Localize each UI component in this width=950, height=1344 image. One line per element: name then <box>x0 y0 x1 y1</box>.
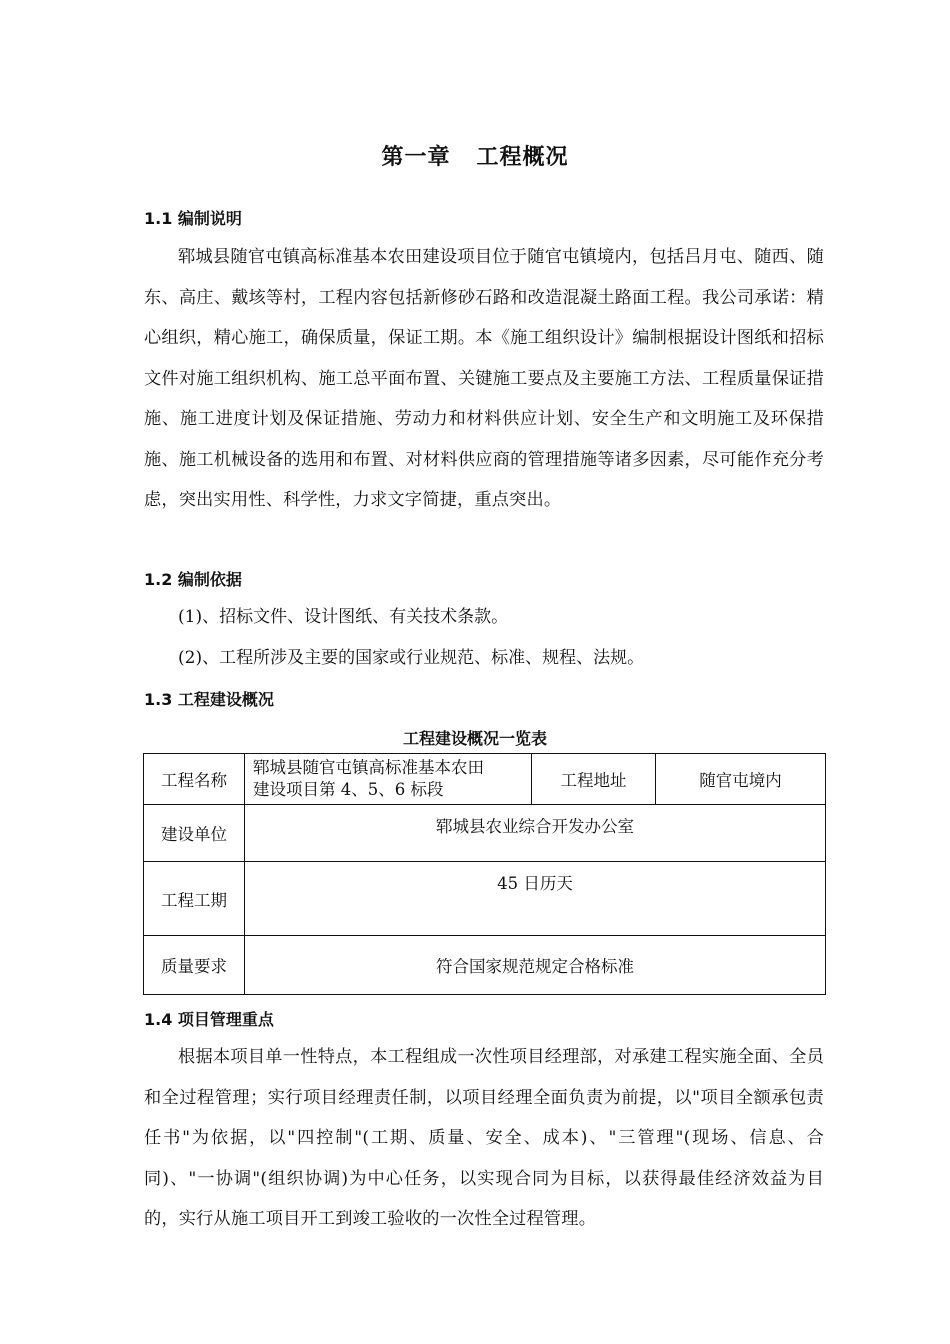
section-heading-1-3: 1.3 工程建设概况 <box>144 690 274 709</box>
project-name-label: 工程名称 <box>144 754 245 805</box>
table-row <box>144 936 826 995</box>
table-title: 工程建设概况一览表 <box>402 729 547 748</box>
chapter-title <box>0 140 950 171</box>
quality-requirement-value: 符合国家规范规定合格标准 <box>245 936 826 995</box>
construction-period-label: 工程工期 <box>144 862 245 936</box>
basis-item-2: (2)、工程所涉及主要的国家或行业规范、标准、规程、法规。 <box>178 648 645 668</box>
project-overview-table <box>143 753 826 995</box>
section-heading-1-1: 1.1 编制说明 <box>144 209 242 228</box>
construction-period-value: 45 日历天 <box>245 862 826 936</box>
project-name-value <box>245 754 532 805</box>
project-name-line-2: 建设项目第 4、5、6 标段 <box>253 780 444 799</box>
project-address-value: 随官屯境内 <box>656 754 826 805</box>
section-heading-1-2: 1.2 编制依据 <box>144 570 242 589</box>
construction-unit-value: 郓城县农业综合开发办公室 <box>245 805 826 862</box>
section-heading-1-4: 1.4 项目管理重点 <box>144 1010 274 1029</box>
table-row <box>144 862 826 936</box>
table-row <box>144 805 826 862</box>
table-row <box>144 754 826 805</box>
chapter-name: 工程概况 <box>476 145 569 170</box>
construction-unit-label: 建设单位 <box>144 805 245 862</box>
chapter-number: 第一章 <box>381 145 451 170</box>
section-1-1-paragraph: 郓城县随官屯镇高标准基本农田建设项目位于随官屯镇境内，包括吕月屯、随西、随东、高庄、戴垓等村，工程内容包括新修砂石路和改造混凝土路面工程。我公司承诺：精心组织，精心施工，确保质量，保证工期。本《施工组织设计》编制根据设计图纸和招标文件对施工组织机构、施工总平面布置、关键施工要点及主要施工方法、工程质量保证措施、施工进度计划及保证措施、劳动力和材料供应计划、安全生产和文明施工及环保措施、施工机械设备的选用和布置、对材料供应商的管理措施等诸多因素，尽可能作充分考虑，突出实用性、科学性，力求文字简捷，重点突出。 <box>144 247 824 510</box>
basis-item-1: (1)、招标文件、设计图纸、有关技术条款。 <box>178 607 509 627</box>
section-1-4-paragraph: 根据本项目单一性特点，本工程组成一次性项目经理部，对承建工程实施全面、全员和全过程管理；实行项目经理责任制，以项目经理全面负责为前提，以"项目全额承包责任书"为依据，以"四控制"(工期、质量、安全、成本)、"三管理"(现场、信息、合同)、"一协调"(组织协调)为中心任务，以实现合同为目标，以获得最佳经济效益为目的，实行从施工项目开工到竣工验收的一次性全过程管理。 <box>144 1047 824 1229</box>
quality-requirement-label: 质量要求 <box>144 936 245 995</box>
project-name-line-1: 郓城县随官屯镇高标准基本农田 <box>253 758 484 777</box>
project-address-label: 工程地址 <box>532 754 656 805</box>
